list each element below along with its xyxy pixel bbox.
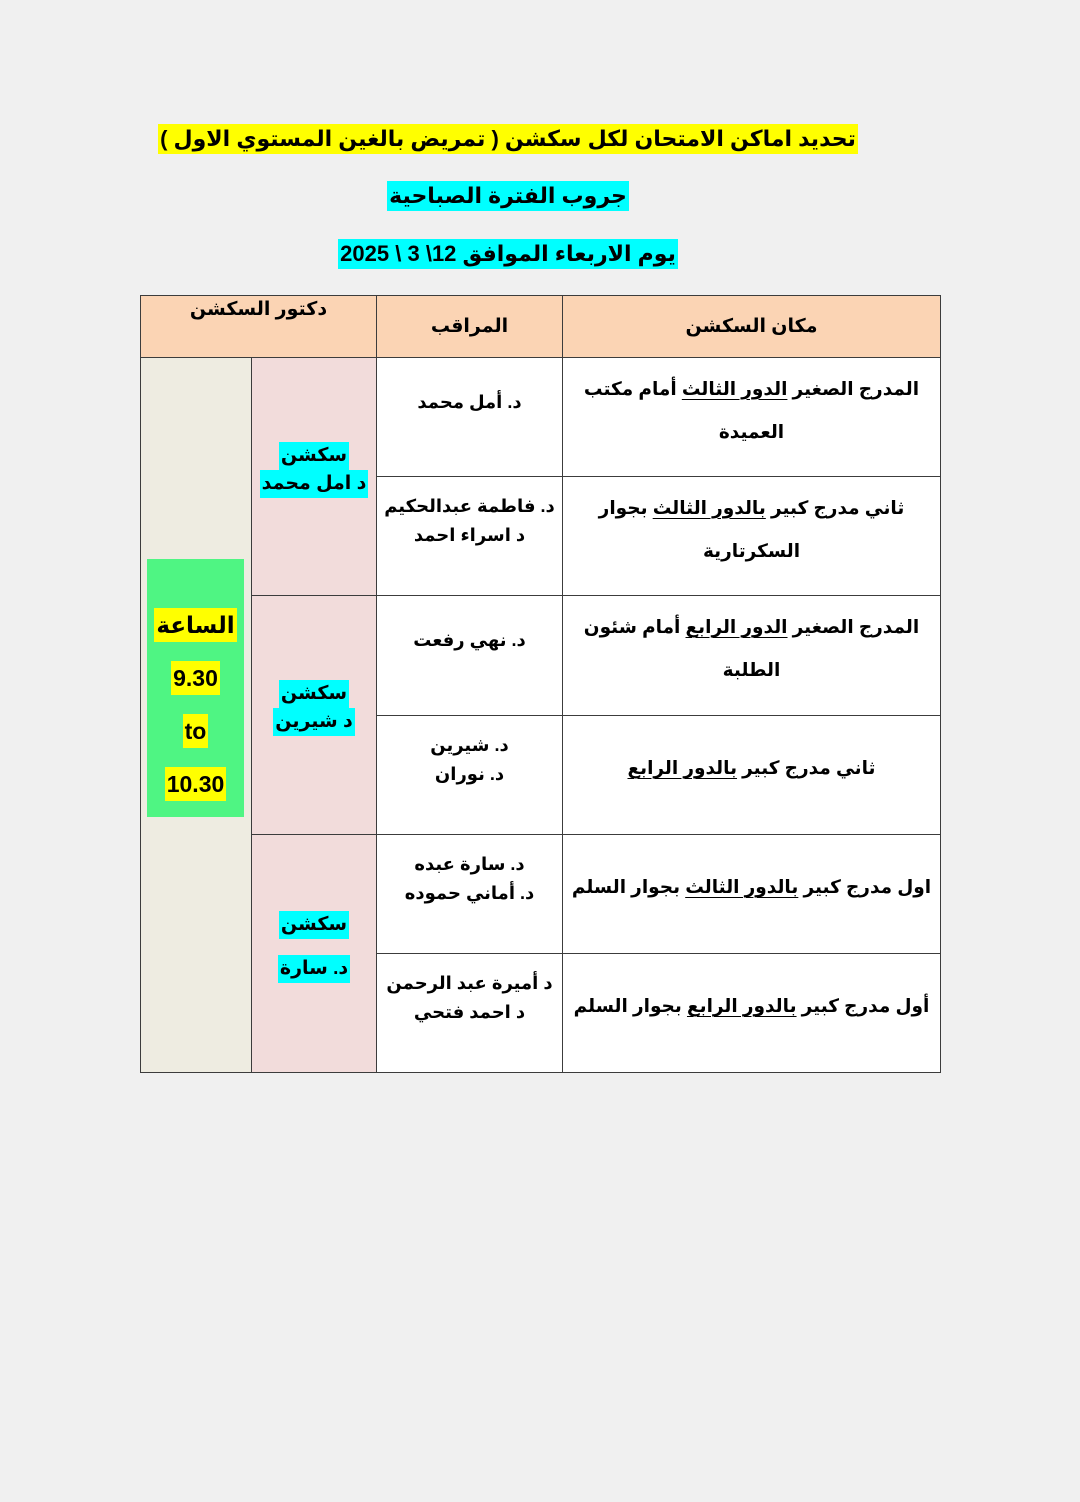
observer-name: د. أمل محمد (417, 391, 522, 412)
header-section-doctor: دكتور السكشن (141, 296, 377, 358)
observer-name: د. فاطمة عبدالحكيم (384, 496, 555, 516)
location-text: الطلبة (722, 659, 781, 680)
exam-locations-table (140, 295, 941, 1073)
location-text: ثاني مدرج كبير (765, 496, 905, 518)
location-text: المدرج الصغير (787, 377, 920, 399)
location-line (571, 746, 932, 789)
location-text: أول مدرج كبير (796, 995, 930, 1016)
location-cell (563, 477, 941, 596)
location-floor-underlined: بالدور الثالث (652, 496, 766, 518)
section-label: سكشن (279, 911, 349, 939)
observer-cell (377, 835, 563, 954)
location-line (571, 486, 932, 529)
section-line (256, 708, 372, 736)
section-line (256, 680, 372, 708)
location-text: أمام شئون (583, 616, 686, 637)
time-line (147, 758, 244, 811)
table-header-row (141, 296, 941, 358)
observer-cell (377, 716, 563, 835)
observer-name: د. نوران (434, 764, 505, 784)
location-cell (563, 954, 941, 1073)
section-doctor-name: د. سارة (278, 955, 350, 983)
location-floor-underlined: بالدور الرابع (627, 757, 738, 778)
section-label: سكشن (279, 680, 349, 708)
observer-cell (377, 954, 563, 1073)
page-title (0, 124, 1016, 154)
section-line (256, 903, 372, 947)
location-floor-underlined: الدور الثالث (681, 377, 788, 399)
location-line (571, 367, 932, 410)
time-separator: to (183, 714, 209, 748)
header-location: مكان السكشن (563, 296, 941, 358)
location-line (571, 410, 932, 453)
section-doctor-name: د شيرين (273, 708, 355, 736)
group-title-text: جروب الفترة الصباحية (387, 181, 629, 211)
section-cell (252, 358, 377, 596)
location-line (571, 648, 932, 691)
location-text: أمام مكتب (583, 377, 682, 399)
section-line (256, 470, 372, 498)
section-cell (252, 835, 377, 1073)
location-text: اول مدرج كبير (798, 876, 932, 897)
header-observer: المراقب (377, 296, 563, 358)
location-line (571, 865, 932, 908)
location-line (571, 984, 932, 1027)
group-title (0, 181, 1016, 211)
location-text: بجوار السلم (571, 876, 686, 897)
observer-name: د. سارة عبده (414, 854, 525, 874)
time-line (147, 599, 244, 652)
location-cell (563, 358, 941, 477)
section-line (256, 947, 372, 991)
observer-name: د. شيرين (430, 735, 509, 755)
observer-name: د. نهي رفعت (413, 630, 526, 650)
time-end: 10.30 (165, 767, 227, 801)
section-doctor-name: د امل محمد (260, 470, 369, 498)
date-title (0, 239, 1016, 269)
section-cell (252, 596, 377, 835)
table-row (141, 835, 941, 954)
location-text: ثاني مدرج كبير (737, 757, 876, 778)
time-line (147, 705, 244, 758)
location-text: بجوار (598, 496, 653, 518)
location-text: العميدة (718, 420, 785, 442)
location-line (571, 605, 932, 648)
observer-cell (377, 358, 563, 477)
date-title-text: يوم الاربعاء الموافق 12\ 3 \ 2025 (338, 239, 678, 269)
location-floor-underlined: بالدور الرابع (686, 995, 797, 1016)
observer-name: د أميرة عبد الرحمن (386, 973, 553, 993)
section-label: سكشن (279, 442, 349, 470)
time-cell (141, 358, 252, 1073)
observer-name: د اسراء احمد (413, 525, 526, 545)
table-row (141, 596, 941, 716)
time-line (147, 652, 244, 705)
time-box (147, 559, 244, 817)
table-row (141, 358, 941, 477)
page-title-text: تحديد اماكن الامتحان لكل سكشن ( تمريض بالغين المستوي الاول ) (158, 124, 858, 154)
observer-cell (377, 477, 563, 596)
location-line (571, 529, 932, 572)
location-cell (563, 596, 941, 716)
observer-name: د احمد فتحي (413, 1002, 526, 1022)
location-cell (563, 835, 941, 954)
location-floor-underlined: بالدور الثالث (685, 876, 799, 897)
location-cell (563, 716, 941, 835)
time-start: 9.30 (171, 661, 220, 695)
section-line (256, 442, 372, 470)
location-text: المدرج الصغير (787, 616, 920, 637)
location-text: بجوار السلم (573, 995, 687, 1016)
location-text: السكرتارية (702, 539, 801, 561)
location-floor-underlined: الدور الرابع (685, 616, 788, 637)
observer-name: د. أماني حموده (404, 883, 535, 903)
observer-cell (377, 596, 563, 716)
time-label: الساعة (154, 608, 236, 642)
